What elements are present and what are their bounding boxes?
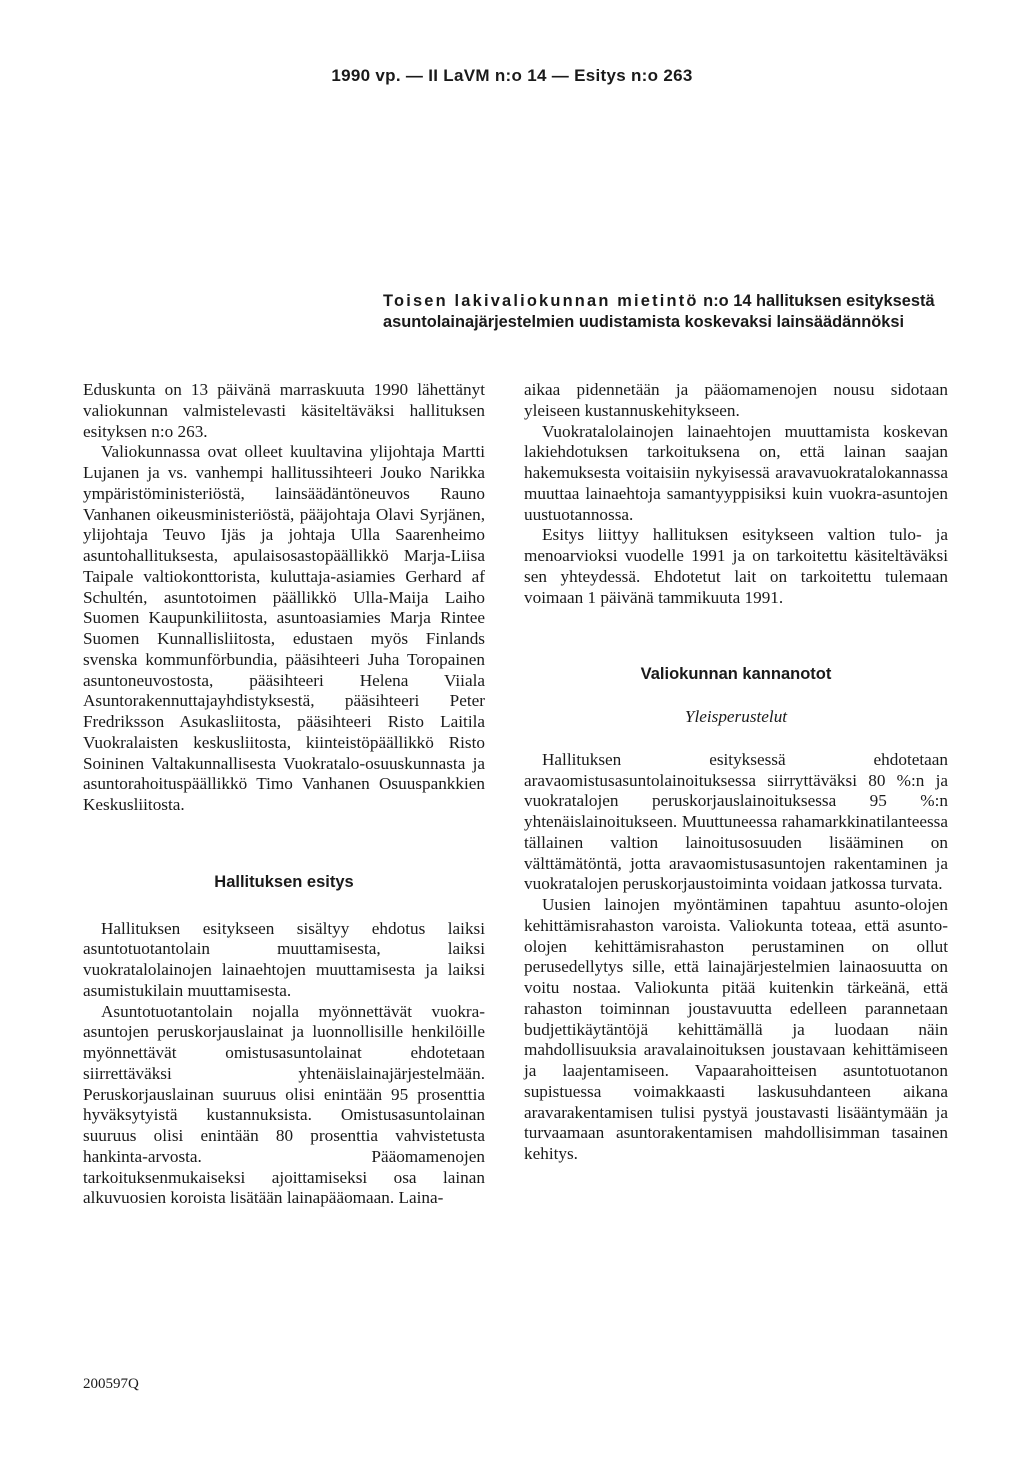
general-paragraph-2: Uusien lainojen myöntäminen tapahtuu asunto-olojen kehittämisrahaston varoista. Valiokunta toteaa, että asunto-olojen kehittämisrahaston perustaminen on ollut perusedellytys sille, että lainajärjestelmien lainaosuutta on voitu nostaa. Valiokunta pitää kuitenkin tärkeänä, että rahaston toiminnan joustavuutta edelleen parannetaan budjettikäytäntöjä kehittämällä ja luodaan näin mahdollisuuksia aravalainoituksen joustavaan kehittämiseen ja laajentamiseen. Vapaarahoitteisen asuntotuotanon supistuessa voimakkaasti laskusuhdanteen aikana aravarakentamisen tulisi pystyä joustavasti lisääntymään ja turvaamaan asuntorakentamisen mahdollisimman tasainen kehitys. bbox=[524, 895, 948, 1163]
hearing-paragraph: Valiokunnassa ovat olleet kuultavina ylijohtaja Martti Lujanen ja vs. vanhempi hallitussihteeri Jouko Narikka ympäristöministeriöstä, lainsäädäntöneuvos Rauno Vanhanen oikeusministeriöstä, pääjohtaja Olavi Syrjänen, ylijohtaja Teuvo Ijäs ja johtaja Ulla Saarenheimo asuntohallituksesta, apulaisosastopäällikkö Marja-Liisa Taipale valtiokonttorista, kuluttaja-asiamies Gerhard af Schultén, asuntotoimen päällikkö Ulla-Maija Laiho Suomen Kaupunkiliitosta, asuntoasiamies Marja Rintee Suomen Kunnallisliitosta, edustaen myös Finlands svenska kommunförbundia, pääsihteeri Juha Toropainen asuntoneuvostosta, pääsihteeri Helena Viiala Asuntorakennuttajayhdistyksestä, pääsihteeri Peter Fredriksson Asukasliitosta, pääsihteeri Risto Laitila Vuokralaisten keskusliitosta, kiinteistöpäällikkö Risto Soininen Valtakunnallisesta Vuokratalo-osuuskunnasta ja asuntorahoituspäällikkö Timo Vanhanen Osuuspankkien Keskusliitosta. bbox=[83, 442, 485, 814]
title-rest: n:o 14 hallituksen esityksestä asuntolainajärjestelmien uudistamista koskevaksi lainsäädännöksi bbox=[383, 292, 935, 331]
budget-link-paragraph: Esitys liittyy hallituksen esitykseen valtion tulo- ja menoarvioksi vuodelle 1991 ja on tarkoitettu käsiteltäväksi sen yhteydessä. Ehdotetut lait on tarkoitettu tulemaan voimaan 1 päivänä tammikuuta 1991. bbox=[524, 525, 948, 607]
left-column bbox=[83, 380, 485, 1209]
proposal-paragraph-1: Hallituksen esitykseen sisältyy ehdotus laiksi asuntotuotantolain muuttamisesta, laiksi vuokratalolainojen lainaehtojen muuttamisesta ja laiksi asumistukilain muuttamisesta. bbox=[83, 918, 485, 1000]
proposal-paragraph-2: Asuntotuotantolain nojalla myönnettävät vuokra-asuntojen peruskorjauslainat ja luonnollisille henkilöille myönnettävät omistusasuntolainat ehdotetaan siirrettäväksi yhtenäislainajärjestelmään. Peruskorjauslainan suuruus olisi enintään 95 prosenttia hyväksytyistä kustannuksista. Omistusasuntolainan suuruus olisi enintään 80 prosenttia vahvistetusta hankinta-arvosta. Pääomamenojen tarkoituksenmukaiseksi ajoittamiseksi osa lainan alkuvuosien koroista lisätään lainapääomaan. Laina- bbox=[83, 1001, 485, 1208]
intro-paragraph: Eduskunta on 13 päivänä marraskuuta 1990 lähettänyt valiokunnan valmistelevasti käsiteltäväksi hallituksen esityksen n:o 263. bbox=[83, 380, 485, 441]
section-heading-hallituksen-esitys: Hallituksen esitys bbox=[214, 872, 354, 891]
section-heading-valiokunnan-kannanotot: Valiokunnan kannanotot bbox=[640, 665, 832, 684]
subheading-yleisperustelut: Yleisperustelut bbox=[684, 707, 788, 726]
continuation-paragraph: aikaa pidennetään ja pääomamenojen nousu sidotaan yleiseen kustannuskehitykseen. bbox=[524, 380, 948, 420]
document-title bbox=[383, 291, 958, 333]
running-header: 1990 vp. — II LaVM n:o 14 — Esitys n:o 263 bbox=[331, 66, 693, 85]
right-column bbox=[524, 380, 948, 1165]
rental-loans-paragraph: Vuokratalolainojen lainaehtojen muuttamista koskevan lakiehdotuksen tarkoituksena on, että lainan saajan hakemuksesta voitaisiin nykyisessä aravavuokratalokannassa muuttaa lainaehtoja samantyyppisiksi kuin vuokra-asuntojen uustuotannossa. bbox=[524, 421, 948, 524]
footer-code: 200597Q bbox=[83, 1376, 139, 1392]
title-committee: Toisen lakivaliokunnan mietintö bbox=[383, 292, 699, 310]
general-paragraph-1: Hallituksen esityksessä ehdotetaan aravaomistusasuntolainoituksessa siirryttäväksi 80 %:n ja vuokratalojen peruskorjauslainoituksessa 95 %:n yhtenäislainoitukseen. Muuttuneessa rahamarkkinatilanteessa tällainen valtion lainoitusosuuden lisääminen on välttämätöntä, jotta aravaomistusasuntojen rakentaminen ja vuokratalojen peruskorjaustoiminta voidaan jatkossa turvata. bbox=[524, 749, 948, 894]
